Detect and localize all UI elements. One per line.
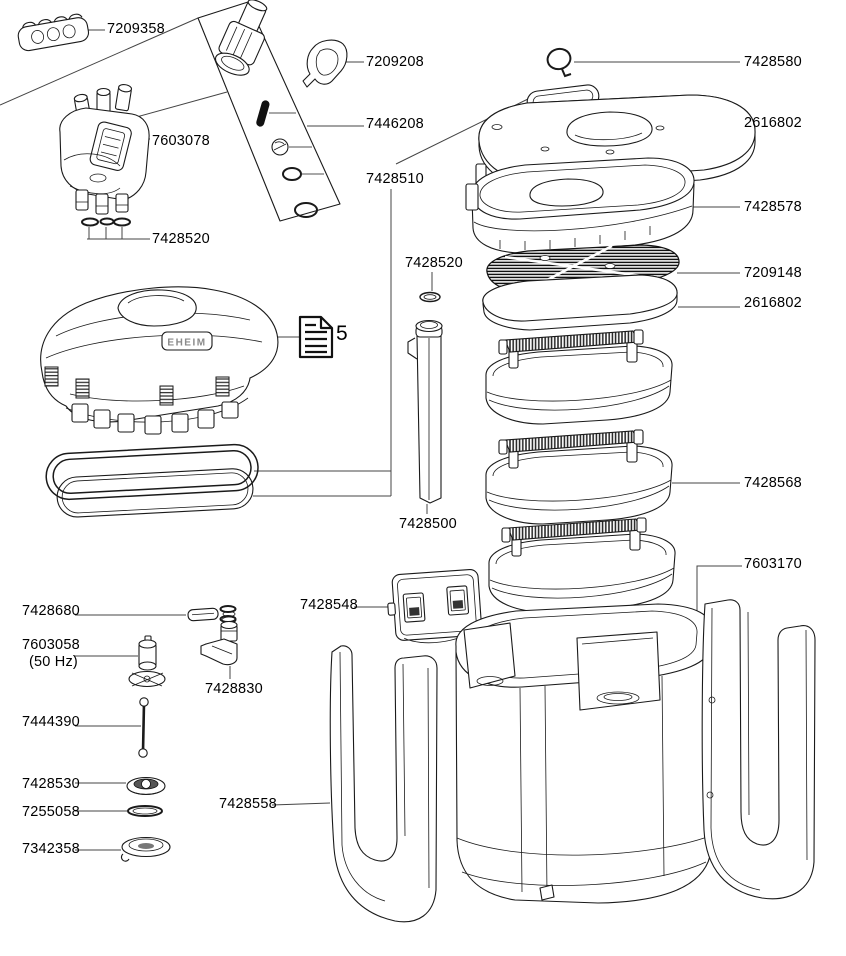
part-label-7428558: 7428558	[219, 796, 277, 812]
part-7428680-oring-set	[188, 606, 236, 622]
part-label-7603170: 7603170	[744, 556, 802, 572]
part-label-7428578: 7428578	[744, 199, 802, 215]
part-7603058-impeller	[129, 636, 165, 687]
part-label-7428500: 7428500	[399, 516, 457, 532]
part-label-7342358: 7342358	[22, 841, 80, 857]
o-ring-small	[283, 168, 301, 180]
part-7603078-hose-adapter	[60, 84, 149, 226]
part-7209208-clip	[303, 40, 347, 87]
part-label-7209358: 7209358	[107, 21, 165, 37]
manual-ref-number: 5	[336, 322, 348, 345]
part-pump-head	[41, 287, 278, 434]
part-2616802-filter-pad	[483, 275, 677, 330]
part-label-7428568: 7428568	[744, 475, 802, 491]
float-pin	[255, 99, 270, 127]
part-label-7428580: 7428580	[744, 54, 802, 70]
part-7428578-prefilter-basket	[466, 158, 694, 253]
valve-connector	[211, 0, 277, 80]
document-icon	[300, 317, 332, 357]
part-7428580-clip	[545, 46, 572, 76]
part-label-7428830: 7428830	[205, 681, 263, 697]
part-label-7428520-b: 7428520	[405, 255, 463, 271]
part-label-7603058-suffix: (50 Hz)	[29, 654, 78, 670]
part-sealing-ring-square	[45, 443, 259, 500]
part-7428520-o-ring	[420, 293, 440, 302]
screw-plug	[272, 139, 288, 155]
part-label-7603058: 7603058	[22, 637, 80, 653]
part-label-7444390: 7444390	[22, 714, 80, 730]
part-7428558-handle-left	[330, 646, 437, 922]
part-7342358-cover-plate	[121, 838, 170, 862]
part-label-7428510: 7428510	[366, 171, 424, 187]
part-7428500-pipe	[408, 321, 442, 504]
part-7428530-pump-cover	[127, 778, 165, 795]
part-7446208-tap-unit-group	[198, 0, 340, 221]
part-label-7428530: 7428530	[22, 776, 80, 792]
part-label-2616802-b: 2616802	[744, 295, 802, 311]
part-handle-right	[702, 600, 815, 899]
part-label-7255058: 7255058	[22, 804, 80, 820]
part-7209358-hose-clamp	[16, 13, 90, 53]
o-ring-large	[295, 203, 317, 217]
part-label-7603078: 7603078	[152, 133, 210, 149]
brand-logo: EHEIM	[167, 337, 207, 349]
part-label-7209148: 7209148	[744, 265, 802, 281]
part-label-7428680: 7428680	[22, 603, 80, 619]
part-7444390-shaft	[139, 698, 148, 757]
part-label-2616802-a: 2616802	[744, 115, 802, 131]
part-label-7428548: 7428548	[300, 597, 358, 613]
part-7255058-o-ring	[128, 806, 162, 816]
part-7603170-canister	[456, 604, 712, 903]
part-label-7446208: 7446208	[366, 116, 424, 132]
part-label-7428520-a: 7428520	[152, 231, 210, 247]
part-label-7209208: 7209208	[366, 54, 424, 70]
